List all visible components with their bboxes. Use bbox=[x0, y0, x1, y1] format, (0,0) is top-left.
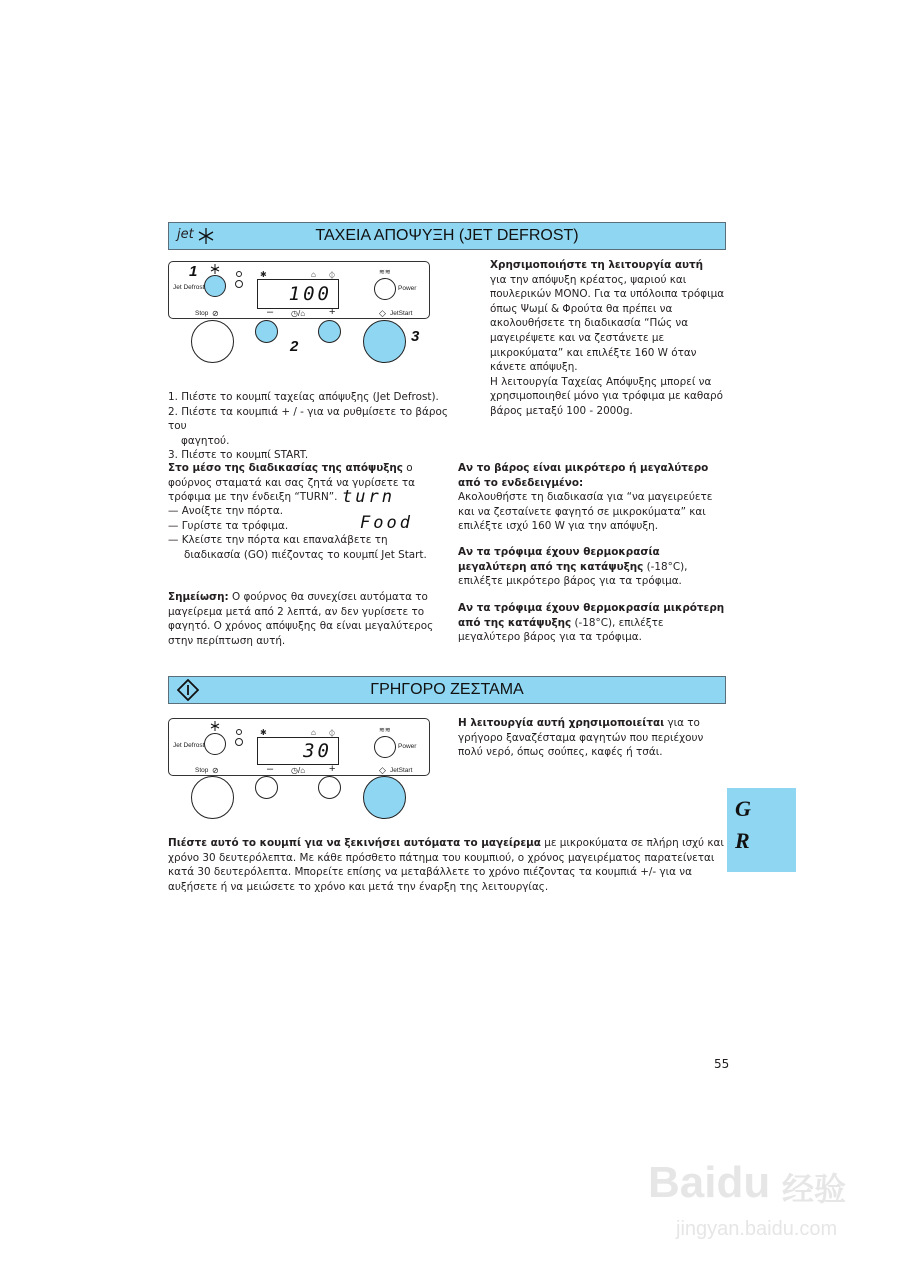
jetstart-button[interactable] bbox=[363, 776, 406, 819]
stop-icon: ⊘ bbox=[212, 309, 219, 318]
time-weight-icon: ◷/⌂ bbox=[291, 309, 306, 318]
control-panel-jet-defrost bbox=[168, 261, 430, 319]
power-symbol-icon: ⏀ bbox=[328, 271, 336, 280]
jet-defrost-label: Jet Defrost bbox=[173, 284, 205, 291]
plus-label: + bbox=[329, 306, 336, 318]
stop-icon: ⊘ bbox=[212, 766, 219, 775]
note-text: Ο φούρνος θα συνεχίσει αυτόματα το μαγείρεμα μετά από 2 λεπτά, αν δεν γυρίσετε το φαγητό. Ο χρόνος απόψυξης θα είναι μεγαλύτερος στην περίπτωση αυτή. bbox=[168, 591, 434, 647]
weight-icon: ⌂ bbox=[311, 270, 316, 279]
jet-defrost-button[interactable] bbox=[204, 733, 226, 755]
steps-list bbox=[168, 390, 468, 463]
power-button[interactable] bbox=[374, 278, 396, 300]
power-label: Power bbox=[398, 285, 417, 292]
step-item: 1. Πιέστε το κουμπί ταχείας απόψυξης (Jet Defrost). bbox=[168, 391, 439, 403]
quick-heat-header bbox=[168, 676, 726, 704]
minus-button[interactable] bbox=[255, 776, 278, 799]
intro-text-2: Η λειτουργία Ταχείας Απόψυξης μπορεί να χρησιμοποιηθεί μόνο για τρόφιμα με καθαρό βάρος μεταξύ 100 - 2000g. bbox=[490, 375, 724, 417]
during-text: ο φούρνος σταματά και σας ζητά να γυρίσετε τα τρόφιμα με την ένδειξη “TURN”. bbox=[168, 462, 415, 504]
watermark-url: jingyan.baidu.com bbox=[676, 1218, 838, 1240]
jetstart-label: JetStart bbox=[390, 310, 413, 317]
minus-label: – bbox=[267, 763, 274, 775]
defrost-small-icon: ✱ bbox=[260, 728, 267, 737]
display-value: 30 bbox=[303, 740, 332, 762]
defrost-icon bbox=[210, 721, 220, 731]
watermark-cn: 经验 bbox=[782, 1171, 847, 1207]
display-value: 100 bbox=[288, 283, 332, 305]
jet-logo: jet bbox=[177, 227, 194, 242]
weight-bold: Αν το βάρος είναι μικρότερο ή μεγαλύτερο από το ενδεδειγμένο: bbox=[458, 462, 709, 489]
during-item: — Κλείστε την πόρτα και επαναλάβετε τη bbox=[168, 534, 388, 547]
stop-button[interactable] bbox=[191, 776, 234, 819]
quick-heat-text: για το γρήγορο ξαναζέσταμα φαγητών που περιέχουν πολύ νερό, όπως σούπες, καφές ή τσάι. bbox=[458, 717, 704, 759]
lcd-food: Food bbox=[360, 513, 413, 533]
stop-label: Stop bbox=[195, 767, 209, 774]
power-level-icon: ≋≋ bbox=[379, 727, 391, 734]
callout-2: 2 bbox=[290, 338, 299, 355]
during-bold: Στο μέσο της διαδικασίας της απόψυξης bbox=[168, 462, 403, 474]
weight-icon: ⌂ bbox=[311, 728, 316, 737]
watermark-brand: Baidu bbox=[648, 1158, 771, 1207]
language-tab bbox=[727, 788, 796, 872]
note-bold: Σημείωση: bbox=[168, 591, 229, 603]
time-weight-icon: ◷/⌂ bbox=[291, 766, 306, 775]
step-item: φαγητού. bbox=[181, 434, 230, 447]
jet-defrost-label: Jet Defrost bbox=[173, 742, 205, 749]
lower-text: (-18°C), επιλέξτε μεγαλύτερο βάρος για τα τρόφιμα. bbox=[458, 616, 664, 644]
quick-heat-intro bbox=[458, 716, 718, 760]
bottom-bold: Πιέστε αυτό το κουμπί για να ξεκινήσει αυτόματα το μαγείρεμα bbox=[168, 837, 541, 849]
intro-paragraph bbox=[490, 258, 728, 419]
jetstart-button[interactable] bbox=[363, 320, 406, 363]
plus-label: + bbox=[329, 763, 336, 775]
during-item: διαδικασία (GO) πιέζοντας το κουμπί Jet Start. bbox=[184, 548, 427, 561]
lcd-display bbox=[257, 737, 339, 765]
lcd-turn: turn bbox=[342, 487, 395, 507]
note-paragraph bbox=[168, 590, 438, 648]
stop-label: Stop bbox=[195, 310, 209, 317]
minus-label: – bbox=[267, 306, 274, 318]
defrost-icon bbox=[210, 264, 220, 274]
page-number: 55 bbox=[714, 1057, 730, 1071]
weight-text: Ακολουθήστε τη διαδικασία για “να μαγειρεύετε και να ζεσταίνετε φαγητό σε μικροκύματα” και επιλέξτε ισχύ 160 W για την απόψυξη. bbox=[458, 491, 713, 533]
jet-defrost-header bbox=[168, 222, 726, 250]
callout-3: 3 bbox=[411, 328, 420, 345]
higher-text: (-18°C), επιλέξτε μικρότερο βάρος για τα τρόφιμα. bbox=[458, 560, 688, 588]
stop-button[interactable] bbox=[191, 320, 234, 363]
power-label: Power bbox=[398, 743, 417, 750]
section-title: ΓΡΗΓΟΡΟ ΖΕΣΤΑΜΑ bbox=[370, 681, 524, 698]
step-item: 3. Πιέστε το κουμπί START. bbox=[168, 449, 309, 462]
intro-text: για την απόψυξη κρέατος, ψαριού και πουλερικών ΜΟΝΟ. Για τα υπόλοιπα τρόφιμα όπως Ψωμί & Φρούτα θα πρέπει να ακολουθήσετε τη διαδικασία “Πώς να μαγειρέψετε και να ζεστάνετε με μικροκύματα” και επιλέξτε 160 W όταν κάνετε απόψυξη. bbox=[490, 273, 725, 374]
weight-paragraph bbox=[458, 461, 728, 534]
lower-temp-paragraph bbox=[458, 601, 728, 645]
step-item: 2. Πιέστε τα κουμπιά + / - για να ρυθμίσετε το βάρος του bbox=[168, 405, 448, 433]
defrost-small-icon: ✱ bbox=[260, 270, 267, 279]
plus-button[interactable] bbox=[318, 320, 341, 343]
during-item: — Γυρίστε τα τρόφιμα. bbox=[168, 519, 289, 532]
section-title: ΤΑΧΕΙΑ ΑΠΟΨΥΞΗ (JET DEFROST) bbox=[315, 227, 579, 244]
intro-bold: Χρησιμοποιήστε τη λειτουργία αυτή bbox=[490, 259, 704, 271]
control-panel-quick-heat bbox=[168, 718, 430, 776]
language-tab-line2: R bbox=[735, 828, 750, 853]
callout-1: 1 bbox=[189, 263, 198, 280]
jet-defrost-button[interactable] bbox=[204, 275, 226, 297]
minus-button[interactable] bbox=[255, 320, 278, 343]
lower-bold: Αν τα τρόφιμα έχουν θερμοκρασία μικρότερη από της κατάψυξης bbox=[458, 602, 725, 629]
power-button[interactable] bbox=[374, 736, 396, 758]
bottom-text: με μικροκύματα σε πλήρη ισχύ και χρόνο 30 δευτερόλεπτα. Με κάθε πρόσθετο πάτημα του κουμπιού, ο χρόνος μαγειρέματος παρατείνεται κατά 30 δευτερόλεπτα. Μπορείτε επίσης να μεταβάλλετε το χρόνο πιέζοντας τα κουμπιά +/- για να αυξήσετε ή να μειώσετε το χρόνο και μετά την έναρξη της λειτουργίας. bbox=[168, 837, 724, 893]
plus-button[interactable] bbox=[318, 776, 341, 799]
higher-bold: Αν τα τρόφιμα έχουν θερμοκρασία μεγαλύτερη από της κατάψυξης bbox=[458, 546, 660, 573]
lcd-display bbox=[257, 279, 339, 309]
indicator-led bbox=[235, 280, 243, 288]
quick-heat-bold: Η λειτουργία αυτή χρησιμοποιείται bbox=[458, 717, 665, 729]
jetstart-icon: ◇ bbox=[379, 765, 386, 775]
quick-heat-description bbox=[168, 836, 728, 894]
indicator-led bbox=[235, 738, 243, 746]
higher-temp-paragraph bbox=[458, 545, 728, 589]
during-item: — Ανοίξτε την πόρτα. bbox=[168, 505, 284, 517]
language-tab-line1: G bbox=[735, 796, 751, 821]
clock-indicator-icon bbox=[236, 729, 242, 735]
jetstart-label: JetStart bbox=[390, 767, 413, 774]
jetstart-icon: ◇ bbox=[379, 308, 386, 318]
power-symbol-icon: ⏀ bbox=[328, 729, 336, 738]
power-level-icon: ≋≋ bbox=[379, 269, 391, 276]
clock-indicator-icon bbox=[236, 271, 242, 277]
